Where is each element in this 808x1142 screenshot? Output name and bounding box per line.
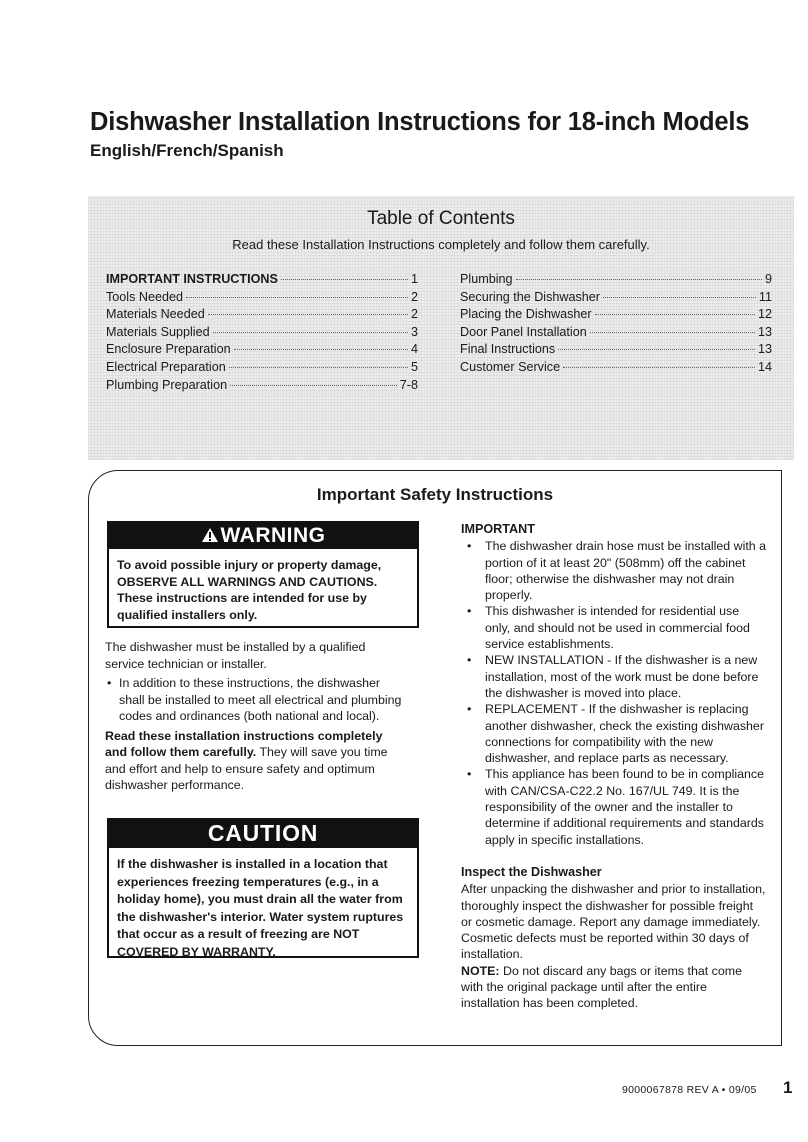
toc-entry[interactable] [106,290,418,308]
warning-text: To avoid possible injury or property damage, OBSERVE ALL WARNINGS AND CAUTIONS. These instructions are intended for use by qualified installers only. [117,558,382,622]
important-heading: IMPORTANT [461,522,535,536]
toc-entry-page: 13 [757,342,772,357]
toc-entry-page: 11 [758,289,772,304]
inspect-text: After unpacking the dishwasher and prior to installation, thoroughly inspect the dishwasher for possible freight or cosmetic damage. Report any damage immediately. Cosmetic defects must be reported within 30 days of installation. [461,882,766,962]
installer-requirement: The dishwasher must be installed by a qualified service technician or installer. [105,640,366,671]
toc-subtitle: Read these Installation Instructions completely and follow them carefully. [232,237,650,252]
toc-entry-label: Electrical Preparation [106,359,226,374]
toc-entry-label: Materials Needed [106,307,205,322]
toc-entry-page: 3 [410,324,418,339]
page-number: 1 [783,1078,793,1097]
caution-text: If the dishwasher is installed in a location that experiences freezing temperatures (e.g., in a holiday home), you must drain all the water from the dishwasher's interior. Water system ruptures that occur as a result of freezing are NOT COVERED BY WARRANTY. [117,857,404,959]
toc-entry-page: 2 [410,307,418,322]
toc-entry-label: Securing the Dishwasher [460,289,601,304]
toc-entry[interactable] [106,360,418,378]
toc-right-column [460,272,772,378]
toc-entry-label: IMPORTANT INSTRUCTIONS [106,272,278,286]
list-item: • This dishwasher is intended for residential use only, and should not be used in commercial food service establishments. [467,604,750,652]
list-item: • This appliance has been found to be in compliance with CAN/CSA-C22.2 No. 167/UL 749. It is the responsibility of the owner and the installer to determine if additional requirements and standards apply in specific installations. [467,767,764,847]
inspect-heading: Inspect the Dishwasher [461,864,602,879]
right-column [461,521,767,1012]
caution-banner: CAUTION [108,819,418,848]
toc-entry-label: Plumbing [460,272,513,286]
read-instructions-paragraph: Read these installation instructions completely and follow them carefully. They will save you time and effort and help to ensure safety and optimum dishwasher performance. [105,728,388,792]
table-of-contents [88,196,794,460]
toc-entry-page: 2 [410,289,418,304]
toc-entry[interactable] [106,378,418,396]
list-item: • In addition to these instructions, the dishwasher shall be installed to meet all electrical and plumbing codes and ordinances (both national and local). [107,676,402,723]
toc-entry-label: Final Instructions [460,342,556,357]
document-subtitle: English/French/Spanish [90,141,284,160]
toc-entry-label: Placing the Dishwasher [460,307,592,322]
toc-entry-label: Materials Supplied [106,324,210,339]
toc-entry-label: Door Panel Installation [460,324,587,339]
toc-entry[interactable] [106,325,418,343]
list-item: • The dishwasher drain hose must be installed with a portion of it at least 20" (508mm) off the cabinet floor; otherwise the dishwasher may not drain properly. [467,539,767,603]
document-title: Dishwasher Installation Instructions for 18-inch Models [90,108,750,136]
toc-entry-label: Customer Service [460,359,561,374]
toc-entry[interactable] [106,272,418,290]
toc-entry[interactable] [460,325,772,343]
toc-title: Table of Contents [367,208,515,229]
toc-entry[interactable] [460,307,772,325]
toc-left-column [106,272,418,395]
toc-entry-label: Enclosure Preparation [106,342,231,357]
toc-entry-page: 5 [410,359,418,374]
warning-triangle-icon [201,527,219,543]
toc-entry-page: 1 [410,272,418,286]
note-paragraph: NOTE: Do not discard any bags or items that come with the original package until after the entire installation has been completed. [461,963,742,1011]
list-item: • NEW INSTALLATION - If the dishwasher is a new installation, most of the work must be done before the dishwasher is moved into place. [467,653,759,700]
toc-entry-page: 13 [757,324,772,339]
safety-heading: Important Safety Instructions [316,485,554,504]
toc-entry[interactable] [460,272,772,290]
toc-entry-label: Plumbing Preparation [106,377,228,392]
left-body-text [105,639,405,797]
toc-entry-page: 4 [410,342,418,357]
toc-entry-page: 9 [764,272,772,286]
warning-label: WARNING [220,524,326,547]
toc-entry[interactable] [460,290,772,308]
toc-entry-page: 12 [757,307,772,322]
toc-entry[interactable] [460,342,772,360]
document-code: 9000067878 REV A • 09/05 [622,1084,757,1096]
toc-entry[interactable] [106,342,418,360]
toc-entry-page: 7-8 [399,377,418,392]
toc-entry-label: Tools Needed [106,289,184,304]
safety-instructions-panel [88,470,782,1046]
toc-entry[interactable] [106,307,418,325]
caution-box [107,818,419,958]
toc-entry[interactable] [460,360,772,378]
toc-entry-page: 14 [757,359,772,374]
warning-box [107,521,419,628]
list-item: • REPLACEMENT - If the dishwasher is replacing another dishwasher, check the existing dishwasher connections for compatibility with the new dishwasher, and replace parts as necessary. [467,702,764,766]
warning-banner [108,522,418,549]
